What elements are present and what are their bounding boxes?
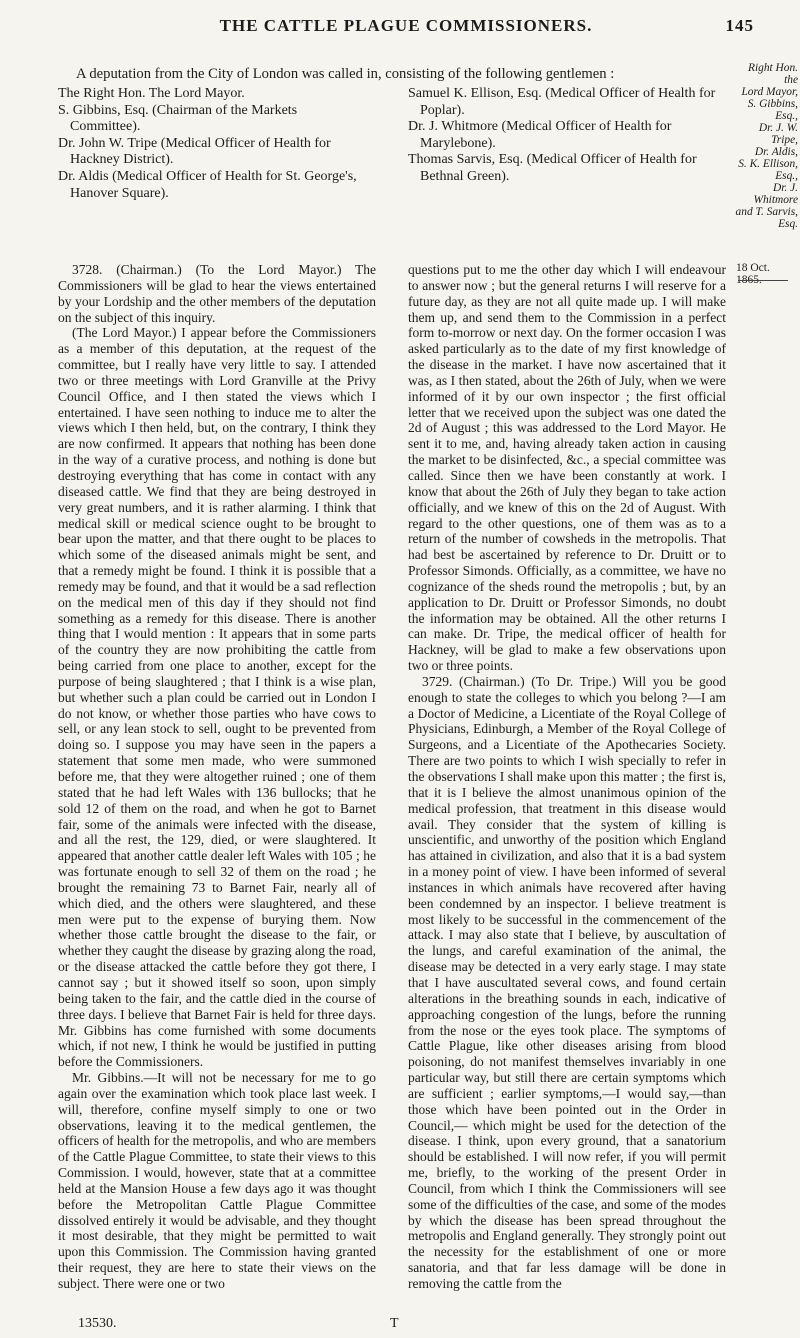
margin-note-line: Dr. Aldis, (754, 146, 798, 158)
margin-note-line: Esq., (775, 170, 798, 182)
margin-note-line: Dr. J. W. Tripe, (758, 122, 798, 146)
intro-line: A deputation from the City of London was called in, consisting of the following gentlemen : (76, 66, 615, 82)
attendee: The Right Hon. The Lord Mayor. (58, 86, 245, 101)
margin-note-line: Esq. (778, 218, 798, 230)
attendee-list-right (408, 86, 726, 186)
date-note: 18 Oct. 1865. (736, 262, 770, 286)
left-column (58, 262, 376, 1314)
print-code: 13530. (78, 1316, 117, 1331)
paragraph: questions put to me the other day which I will endeavour to answer now ; but the general returns I will reserve for a future day, as they are not all quite made up. I will make them up, and send them to the Commission in a perfect form to-morrow or next day. On the former occasion I was asked particularly as to the date of my first knowledge of the disease in the market. I have now ascertained that it was, as I then stated, about the 26th of July, when we were informed of it by our own inspector ; the first official letter that we received upon the subject was one dated the 2d of August ; this was addressed to the Lord Mayor. He sent it to me, and, having already taken action in causing the market to be disinfected, &c., a special committee was called. Since then we have been constantly at work. I know that about the 26th of July they began to take action officially, and we knew of this on the 2d of August. With regard to the other questions, one of them was as to a return of the number of cowsheds in the metropolis. That had best be ascertained by reference to Dr. Druitt or to Professor Simonds. Officially, as a committee, we have no cognizance of the sheds round the metropolis ; but, by an application to Dr. Druitt or Professor Simonds, no doubt the information may be obtained. All the other returns I can make. Dr. Tripe, the medical officer of health for Hackney, will be glad to make a few observations upon two or three points. (408, 262, 726, 674)
date-rule (738, 280, 788, 281)
attendee: Thomas Sarvis, Esq. (Medical Officer of Health for Bethnal Green). (408, 152, 697, 184)
paragraph: 3729. (Chairman.) (To Dr. Tripe.) Will you be good enough to state the colleges to which you belong ?—I am a Doctor of Medicine, a Licentiate of the Royal College of Physicians, Edinburgh, a Member of the Royal College of Surgeons, and a Licentiate of the Apothecaries Society. There are two points to which I wish specially to refer in the observations I shall make upon this matter ; the first is, that it is I believe the almost unanimous opinion of the medical profession, that treatment in this disease would avail. They consider that the system of killing is unscientific, and unworthy of the position which England has attained in civilization, and also that it is a bad system in a money point of view. I have been informed of several instances in which animals have recovered after having been condemned by an inspector. I believe treatment is most likely to be successful in the commencement of the attack. I may also state that I believe, by auscultation of the lungs, and careful examination of the animal, the disease may be detected in a very early stage. I may state that I have auscultated several cows, and found certain alterations in the breathing sounds in each, indicative of approaching congestion of the lungs, before the running from the nose or the eyes took place. The symptoms of Cattle Plague, like other diseases arising from blood poisoning, do not manifest themselves invariably in one particular way, but still there are certain symptoms which are sufficient ; earlier symptoms,—I would say,—than those which have been pointed out in the Order in Council,— which might be used for the detection of the disease. I think, upon every ground, that a sanatorium should be established. I will now refer, if you will permit me, briefly, to the working of the present Order in Council, from which I think the Commissioners will see some of the difficulties of the case, and some of the modes by which the disease has been spread throughout the metropolis and England generally. They strongly point out the necessity for the establishment of one or more sanatoria, and that far less damage will be done in removing the cattle from the (408, 673, 726, 1291)
margin-note (734, 62, 798, 230)
attendee: Dr. J. Whitmore (Medical Officer of Health for Marylebone). (408, 119, 672, 151)
attendee: Dr. John W. Tripe (Medical Officer of Health for Hackney District). (58, 135, 331, 168)
running-title: THE CATTLE PLAGUE COMMISSIONERS. (219, 16, 593, 35)
attendee: Samuel K. Ellison, Esq. (Medical Officer of Health for Poplar). (408, 86, 716, 118)
margin-note-line: Lord Mayor, (741, 86, 798, 98)
margin-note-line: S. K. Ellison, (738, 158, 798, 170)
margin-note-line: and T. Sarvis, (735, 206, 798, 218)
margin-note-line: Right Hon. the (748, 62, 798, 86)
page-number: 145 (725, 16, 754, 35)
paragraph: 3728. (Chairman.) (To the Lord Mayor.) The Commissioners will be glad to hear the views entertained by your Lordship and the other members of the deputation on the subject of this inquiry. (58, 262, 376, 325)
signature-mark: T (390, 1316, 399, 1331)
running-head (58, 16, 754, 40)
paragraph: Mr. Gibbins.—It will not be necessary for me to go again over the examination which took place last week. I will, therefore, confine myself simply to one or two observations, leaving it to the medical gentlemen, the officers of health for the metropolis, and who are members of the Cattle Plague Committee, to state their views to this Commission. I would, however, state that at a committee held at the Mansion House a few days ago it was thought before the Metropolitan Cattle Plague Committee dissolved entirely it would be advisable, and they thought it most desirable, that they might be permitted to wait upon this Commission. The Commission having granted their request, they are here to state their views on the subject. There were one or two (58, 1070, 376, 1291)
attendee-list-left (58, 86, 370, 202)
paragraph: (The Lord Mayor.) I appear before the Commissioners as a member of this deputation, at the request of the committee, but I really have very little to say. I attended two or three meetings with Lord Granville at the Privy Council Office, and I then stated the views which I entertained. I have seen nothing to induce me to alter the views which I then held, but, on the contrary, I think they are now confirmed. It appears that nothing has been done in the way of a curative process, and nothing is done but destroying everything that has come in contact with any diseased cattle. We find that they are being destroyed in very great numbers, and it is rather alarming. I think that medical skill or medical science ought to be brought to bear upon the matter, and that there ought to be places to which some of the diseased animals might be sent, and that a remedy might be found. I think it is possible that a remedy may be found, and that it would be a sad reflection on the medical men of this day if they should not find something as a remedy for this disease. There is another thing that I would mention : It appears that in some parts of the country they are now prohibiting the cattle from being carried from one place to another, except for the purpose of being slaughtered ; that I think is a wise plan, but whether such a plan could be carried out in London I do not know, or whether those parties who have cows to sell, or any lean stock to sell, ought to be prevented from doing so. I suppose you may have seen in the papers a statement that some men made, who were summoned before me, that they were altogether ruined ; one of them stated that he had left Wales with 136 bullocks; that he sold 12 of them on the road, and when he got to Barnet fair, some of the animals were infected with the disease, and all the rest, the 129, died, or were slaughtered. It appeared that another cattle dealer left Wales with 105 ; he was fortunate enough to sell 32 of them on the road ; he brought the remaining 73 to Barnet Fair, nearly all of which died, and the others were slaughtered, and these men were put to the expense of burying them. Now whether those cattle brought the disease to the fair, or whether they caught the disease by grazing along the road, or the disease attacked the cattle before they got there, I cannot say ; but it showed itself so soon, upon simply being taken to the fair, and the cattle died in the course of three days. I believe that Barnet Fair is held for three days. Mr. Gibbins has come furnished with some documents which, if not new, I think he would be justified in putting before the Commissioners. (58, 325, 376, 1070)
margin-note-line: Dr. J. Whitmore (753, 182, 798, 206)
margin-note-line: S. Gibbins, Esq., (747, 98, 798, 122)
attendee: Dr. Aldis (Medical Officer of Health for St. George's, Hanover Square). (58, 168, 357, 201)
attendee: S. Gibbins, Esq. (Chairman of the Markets Committee). (58, 102, 298, 135)
right-column (408, 262, 726, 1314)
